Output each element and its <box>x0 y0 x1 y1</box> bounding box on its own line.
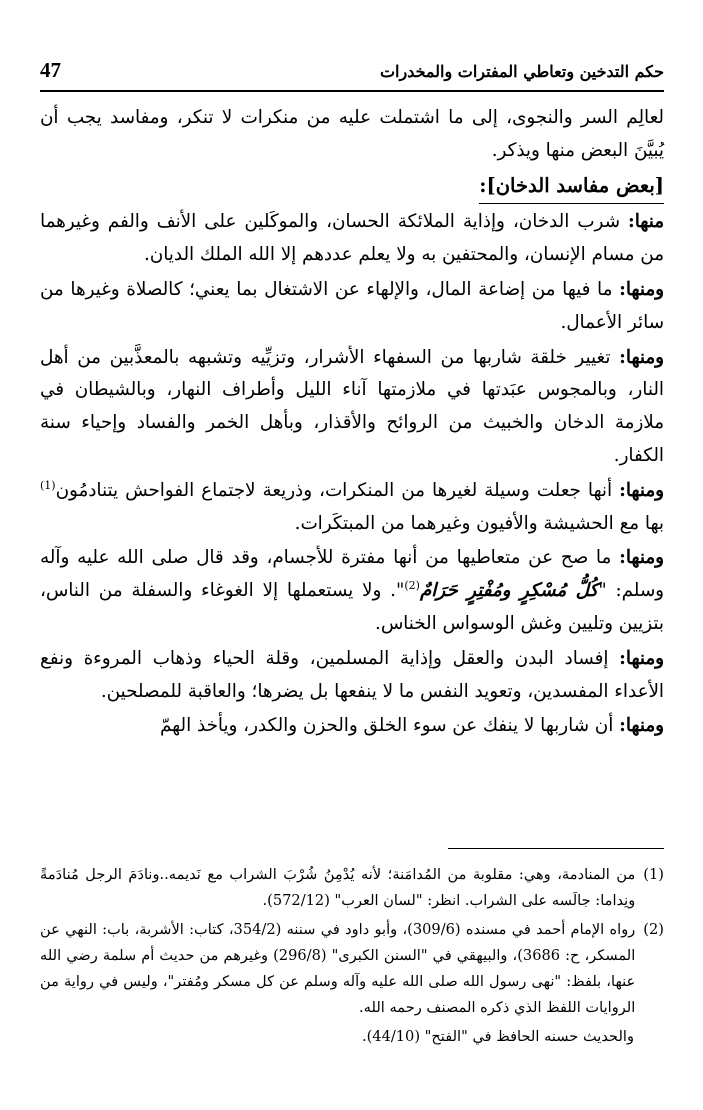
paragraph-lead: ومنها: <box>619 547 664 569</box>
paragraph-lead: ومنها: <box>619 647 665 669</box>
footnote-2-note: والحديث حسنه الحافظ في "الفتح" (44/10). <box>361 1028 634 1046</box>
paragraph-text: تغيير خلقة شاربها من السفهاء الأشرار، وتزيِّيه وتشبهه بالمعذَّبين من أهل النار، وبالمجوس عبَدتها في ملازمتها آناء الليل وأطراف النهار، وبالشيطان في ملازمة الدخان والخبيث من الروائح والأقذار، وبأهل الخمر والفساد وإحياء سنة الكفار. <box>40 346 664 466</box>
footnote-text: رواه الإمام أحمد في مسنده (309/6)، وأبو داود في سننه (354/2، كتاب: الأشربة، باب: النهي عن المسكر، ح: 3686)، والبيهقي في "السنن الكبرى" (296/8) وغيرهم من حديث أم سلمة رضي الله عنها، بلفظ: "نهى رسول الله صلى الله عليه وآله وسلم عن كل مسكر ومُفتر"، وليس في رواية من الروايات اللفظ الذي ذكره المصنف رحمه الله. <box>40 921 636 1016</box>
footnote-1 <box>40 862 664 913</box>
paragraph-3 <box>40 342 664 473</box>
footnote-number: (2) <box>643 921 664 939</box>
footnote-text: من المنادمة، وهي: مقلوبة من المُدامَنة؛ لأنه يُدْمِنُ شُرْبَ الشراب مع نَديمه..ونادَمَ الرجل مُنادَمةً ونِداما: جالَسه على الشراب. انظر: "لسان العرب" (572/12). <box>40 866 636 909</box>
paragraph-lead: ومنها: <box>619 479 664 501</box>
paragraph-text: بها مع الحشيشة والأفيون وغيرهما من المبتكَرات. <box>294 512 664 534</box>
footnote-2 <box>40 917 664 1020</box>
paragraph-lead: ومنها: <box>619 346 665 368</box>
footnotes <box>40 862 664 1050</box>
section-heading <box>40 170 664 205</box>
paragraph-text: إفساد البدن والعقل وإذاية المسلمين، وقلة الحياء وذهاب المروءة ونفع الأعداء المفسدين، وتعويد النفس ما لا ينفعها بل يضرها؛ والعاقبة للمصلحين. <box>40 647 664 702</box>
paragraph-lead: ومنها: <box>619 278 664 300</box>
page-number: 47 <box>40 58 61 82</box>
paragraph-lead: منها: <box>627 211 665 233</box>
paragraph-text: ما فيها من إضاعة المال، والإلهاء عن الاشتغال بما يعني؛ كالصلاة وغيرها من سائر الأعمال. <box>40 278 664 333</box>
footnote-ref-1[interactable]: (1) <box>40 478 56 492</box>
book-page <box>40 44 664 1094</box>
paragraph-text: ". ولا يستعملها إلا الغوغاء والسفلة من الناس، بتزيين وتليين وغش الوسواس الخناس. <box>40 580 664 634</box>
paragraph-lead: ومنها: <box>619 715 664 737</box>
paragraph-text: أنها جعلت وسيلة لغيرها من المنكرات، وذريعة لاجتماع الفواحش يتنادمُون <box>55 479 613 501</box>
paragraph-text: شرب الدخان، وإذاية الملائكة الحسان، والموكَلين على الأنف والفم وغيرهما من مسام الإنسان، والمحتفين به ولا يعلم عددهم إلا الله الملك الديان. <box>40 211 664 266</box>
paragraph-text: أن شاربها لا ينفك عن سوء الخلق والحزن والكدر، ويأخذ الهمّ <box>159 715 614 737</box>
footnote-number: (1) <box>643 866 664 883</box>
section-heading-text: [بعض مفاسد الدخان]: <box>479 170 664 205</box>
paragraph-5 <box>40 542 664 640</box>
page-header <box>40 58 664 92</box>
paragraph-intro: لعالِم السر والنجوى، إلى ما اشتملت عليه من منكرات لا تنكر، ومفاسد يجب أن يُبيَّنَ البعض منها ويذكر. <box>40 107 664 161</box>
main-text <box>40 102 664 743</box>
paragraph-4 <box>40 475 664 541</box>
footnote-divider <box>448 848 664 849</box>
footnote-ref-2[interactable]: (2) <box>404 579 420 593</box>
paragraph-1 <box>40 206 664 272</box>
hadith-quote: كُلُّ مُسْكِرٍ ومُفْتِرٍ حَرَامٌ <box>419 580 599 602</box>
paragraph-7 <box>40 710 664 743</box>
paragraph-6 <box>40 643 664 709</box>
running-head: حكم التدخين وتعاطي المفترات والمخدرات <box>379 62 664 81</box>
paragraph-2 <box>40 274 664 340</box>
paragraph-text: ما صح عن متعاطيها من أنها مفترة للأجسام، وقد قال صلى الله عليه وآله وسلم: " <box>40 547 665 602</box>
